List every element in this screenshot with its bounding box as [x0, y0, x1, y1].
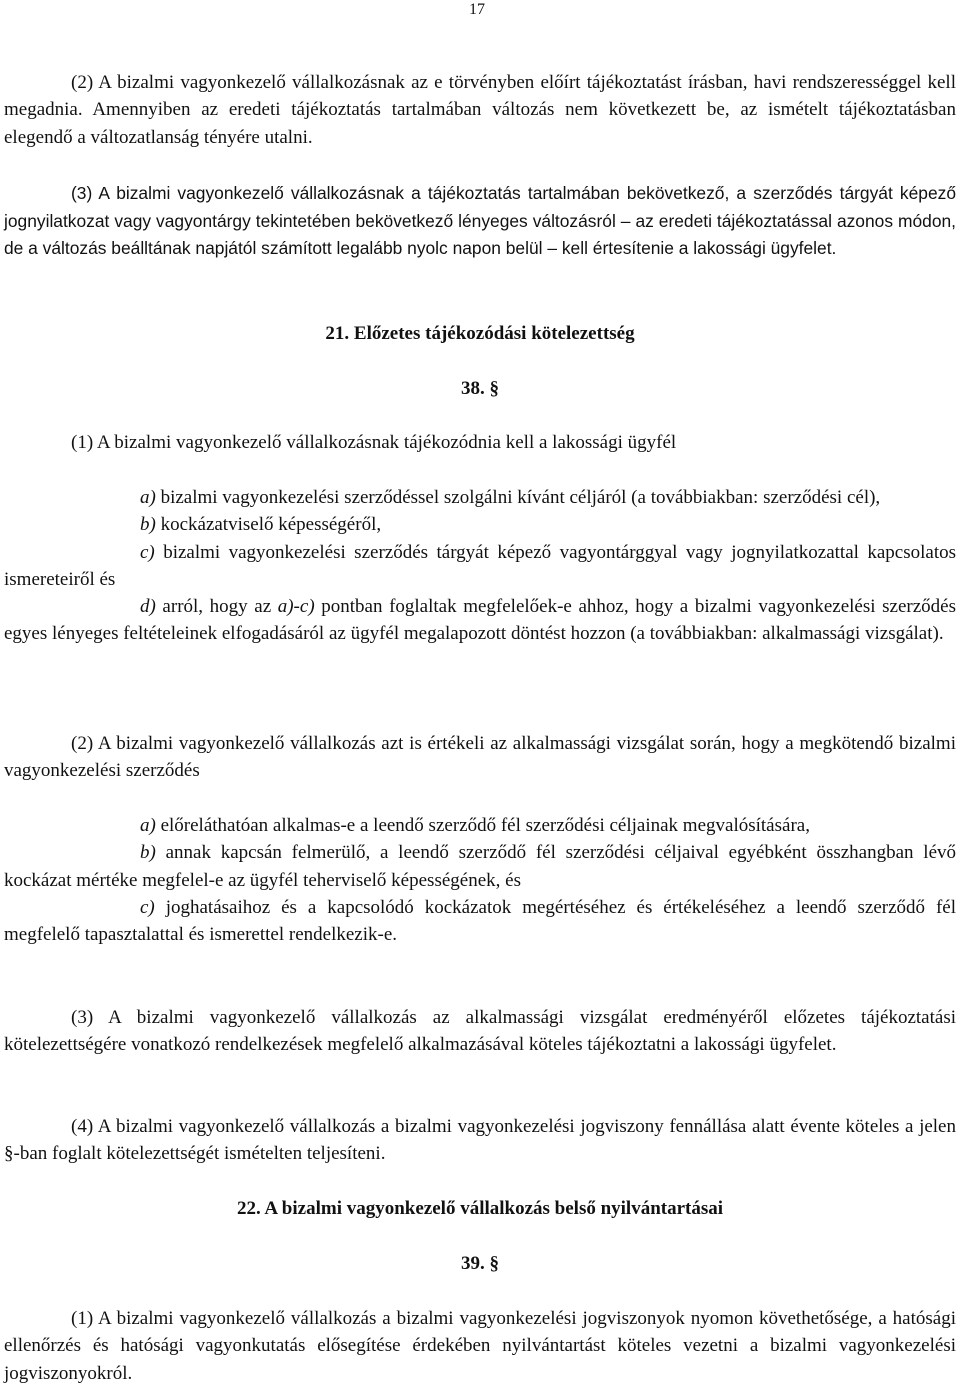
page-number: 17 — [469, 1, 485, 18]
heading-22: 22. A bizalmi vagyonkezelő vállalkozás belső nyilvántartásai — [236, 1198, 724, 1219]
s38-p2-intro-text: (2) A bizalmi vagyonkezelő vállalkozás azt is értékeli az alkalmassági vizsgálat során, hogy a megkötendő bizalmi vagyonkezelési szerződés — [4, 733, 956, 782]
s38-p1-item-c — [4, 539, 956, 594]
s38-p2-item-a — [4, 812, 956, 839]
s38-p3 — [4, 1004, 956, 1059]
s38-p2-item-b-label: b) — [140, 842, 156, 864]
s38-p1-item-a-text: bizalmi vagyonkezelési szerződéssel szolgálni kívánt céljáról (a továbbiakban: szerződési cél), — [155, 487, 881, 508]
paragraph-20-2 — [4, 69, 956, 151]
s38-p1-item-d-text1: arról, hogy az — [155, 596, 278, 618]
section-38-title: 38. § — [461, 378, 499, 399]
heading-21: 21. Előzetes tájékozódási kötelezettség — [325, 323, 635, 344]
s38-p1-intro — [4, 429, 956, 456]
s38-p2-item-a-label: a) — [140, 815, 156, 836]
s38-p1-item-a-label: a) — [140, 487, 156, 508]
s38-p2-list — [4, 812, 956, 948]
s38-p1-item-c-text: bizalmi vagyonkezelési szerződés tárgyát képező vagyontárggyal vagy jognyilatkozattal kapcsolatos ismereteiről és — [4, 541, 956, 590]
s38-p1-list — [4, 484, 956, 648]
s38-p1-item-b-text: kockázatviselő képességéről, — [155, 514, 382, 536]
s38-p2-item-c-text: joghatásaihoz és a kapcsolódó kockázatok megértéséhez és értékeléséhez a leendő szerződő fél megfelelő tapasztalattal és ismerettel rendelkezik-e. — [4, 896, 956, 946]
paragraph-20-2-text: (2) A bizalmi vagyonkezelő vállalkozásnak az e törvényben előírt tájékoztatást írásban, havi rendszerességgel kell megadnia. Amennyiben az eredeti tájékoztatás tartalmában változás nem következett be, az ismételt tájékoztatásban elegendő a változatlanság tényére utalni. — [4, 72, 956, 148]
s38-p1-item-b — [4, 511, 956, 538]
section-39-title: 39. § — [461, 1253, 499, 1274]
paragraph-20-3-text: (3) A bizalmi vagyonkezelő vállalkozásnak a tájékoztatás tartalmában bekövetkező, a szerződés tárgyát képező jognyilatkozat vagy vagyontárgy tekintetében bekövetkező lényeges változásról – az eredeti tájékoztatással azonos módon, de a változás beálltának napjától számított legalább nyolc napon belül – kell értesítenie a lakossági ügyfelet. — [4, 183, 956, 258]
s38-p2-item-c-label: c) — [140, 896, 155, 918]
s38-p2-item-c — [4, 894, 956, 949]
s38-p2-item-b — [4, 839, 956, 894]
s38-p1-item-b-label: b) — [140, 514, 156, 536]
s38-p2-item-b-text: annak kapcsán felmerülő, a leendő szerződő fél szerződési céljaival egyébként összhangban lévő kockázat mértéke megfelel-e az ügyfél teherviselő képességének, és — [4, 842, 956, 891]
s38-p1-item-d — [4, 593, 956, 648]
s38-p2-item-a-text: előreláthatóan alkalmas-e a leendő szerződő fél szerződési céljainak megvalósítására, — [155, 815, 810, 836]
paragraph-20-3 — [4, 180, 956, 263]
s38-p4 — [4, 1113, 956, 1168]
s38-p2-intro — [4, 730, 956, 785]
s38-p1-item-d-text2: pontban foglaltak megfelelőek-e ahhoz, hogy a bizalmi vagyonkezelési szerződés egyes lényeges feltételeinek elfogadásáról az ügyfél megalapozott döntést hozzon (a továbbiakban: alkalmassági vizsgálat). — [4, 596, 956, 645]
s38-p1-item-c-label: c) — [140, 541, 155, 563]
s38-p1-intro-text: (1) A bizalmi vagyonkezelő vállalkozásnak tájékozódnia kell a lakossági ügyfél — [71, 432, 677, 453]
s38-p3-text: (3) A bizalmi vagyonkezelő vállalkozás az alkalmassági vizsgálat eredményéről előzetes tájékoztatási kötelezettségére vonatkozó rendelkezések megfelelő alkalmazásával köteles tájékoztatni a lakossági ügyfelet. — [4, 1007, 956, 1056]
s39-p1 — [4, 1305, 956, 1387]
s38-p4-text: (4) A bizalmi vagyonkezelő vállalkozás a bizalmi vagyonkezelési jogviszony fennállása alatt évente köteles a jelen §-ban foglalt kötelezettségét ismételten teljesíteni. — [4, 1116, 956, 1165]
s39-p1-text: (1) A bizalmi vagyonkezelő vállalkozás a bizalmi vagyonkezelési jogviszonyok nyomon követhetősége, a hatósági ellenőrzés és hatósági vagyonkutatás elősegítése érdekében nyilvántartást köteles vezetni a bizalmi vagyonkezelési jogviszonyokról. — [4, 1308, 956, 1384]
s38-p1-item-d-label: d) — [140, 596, 156, 618]
s38-p1-item-d-ref: a)-c) — [277, 596, 315, 618]
s38-p1-item-a — [4, 484, 956, 511]
